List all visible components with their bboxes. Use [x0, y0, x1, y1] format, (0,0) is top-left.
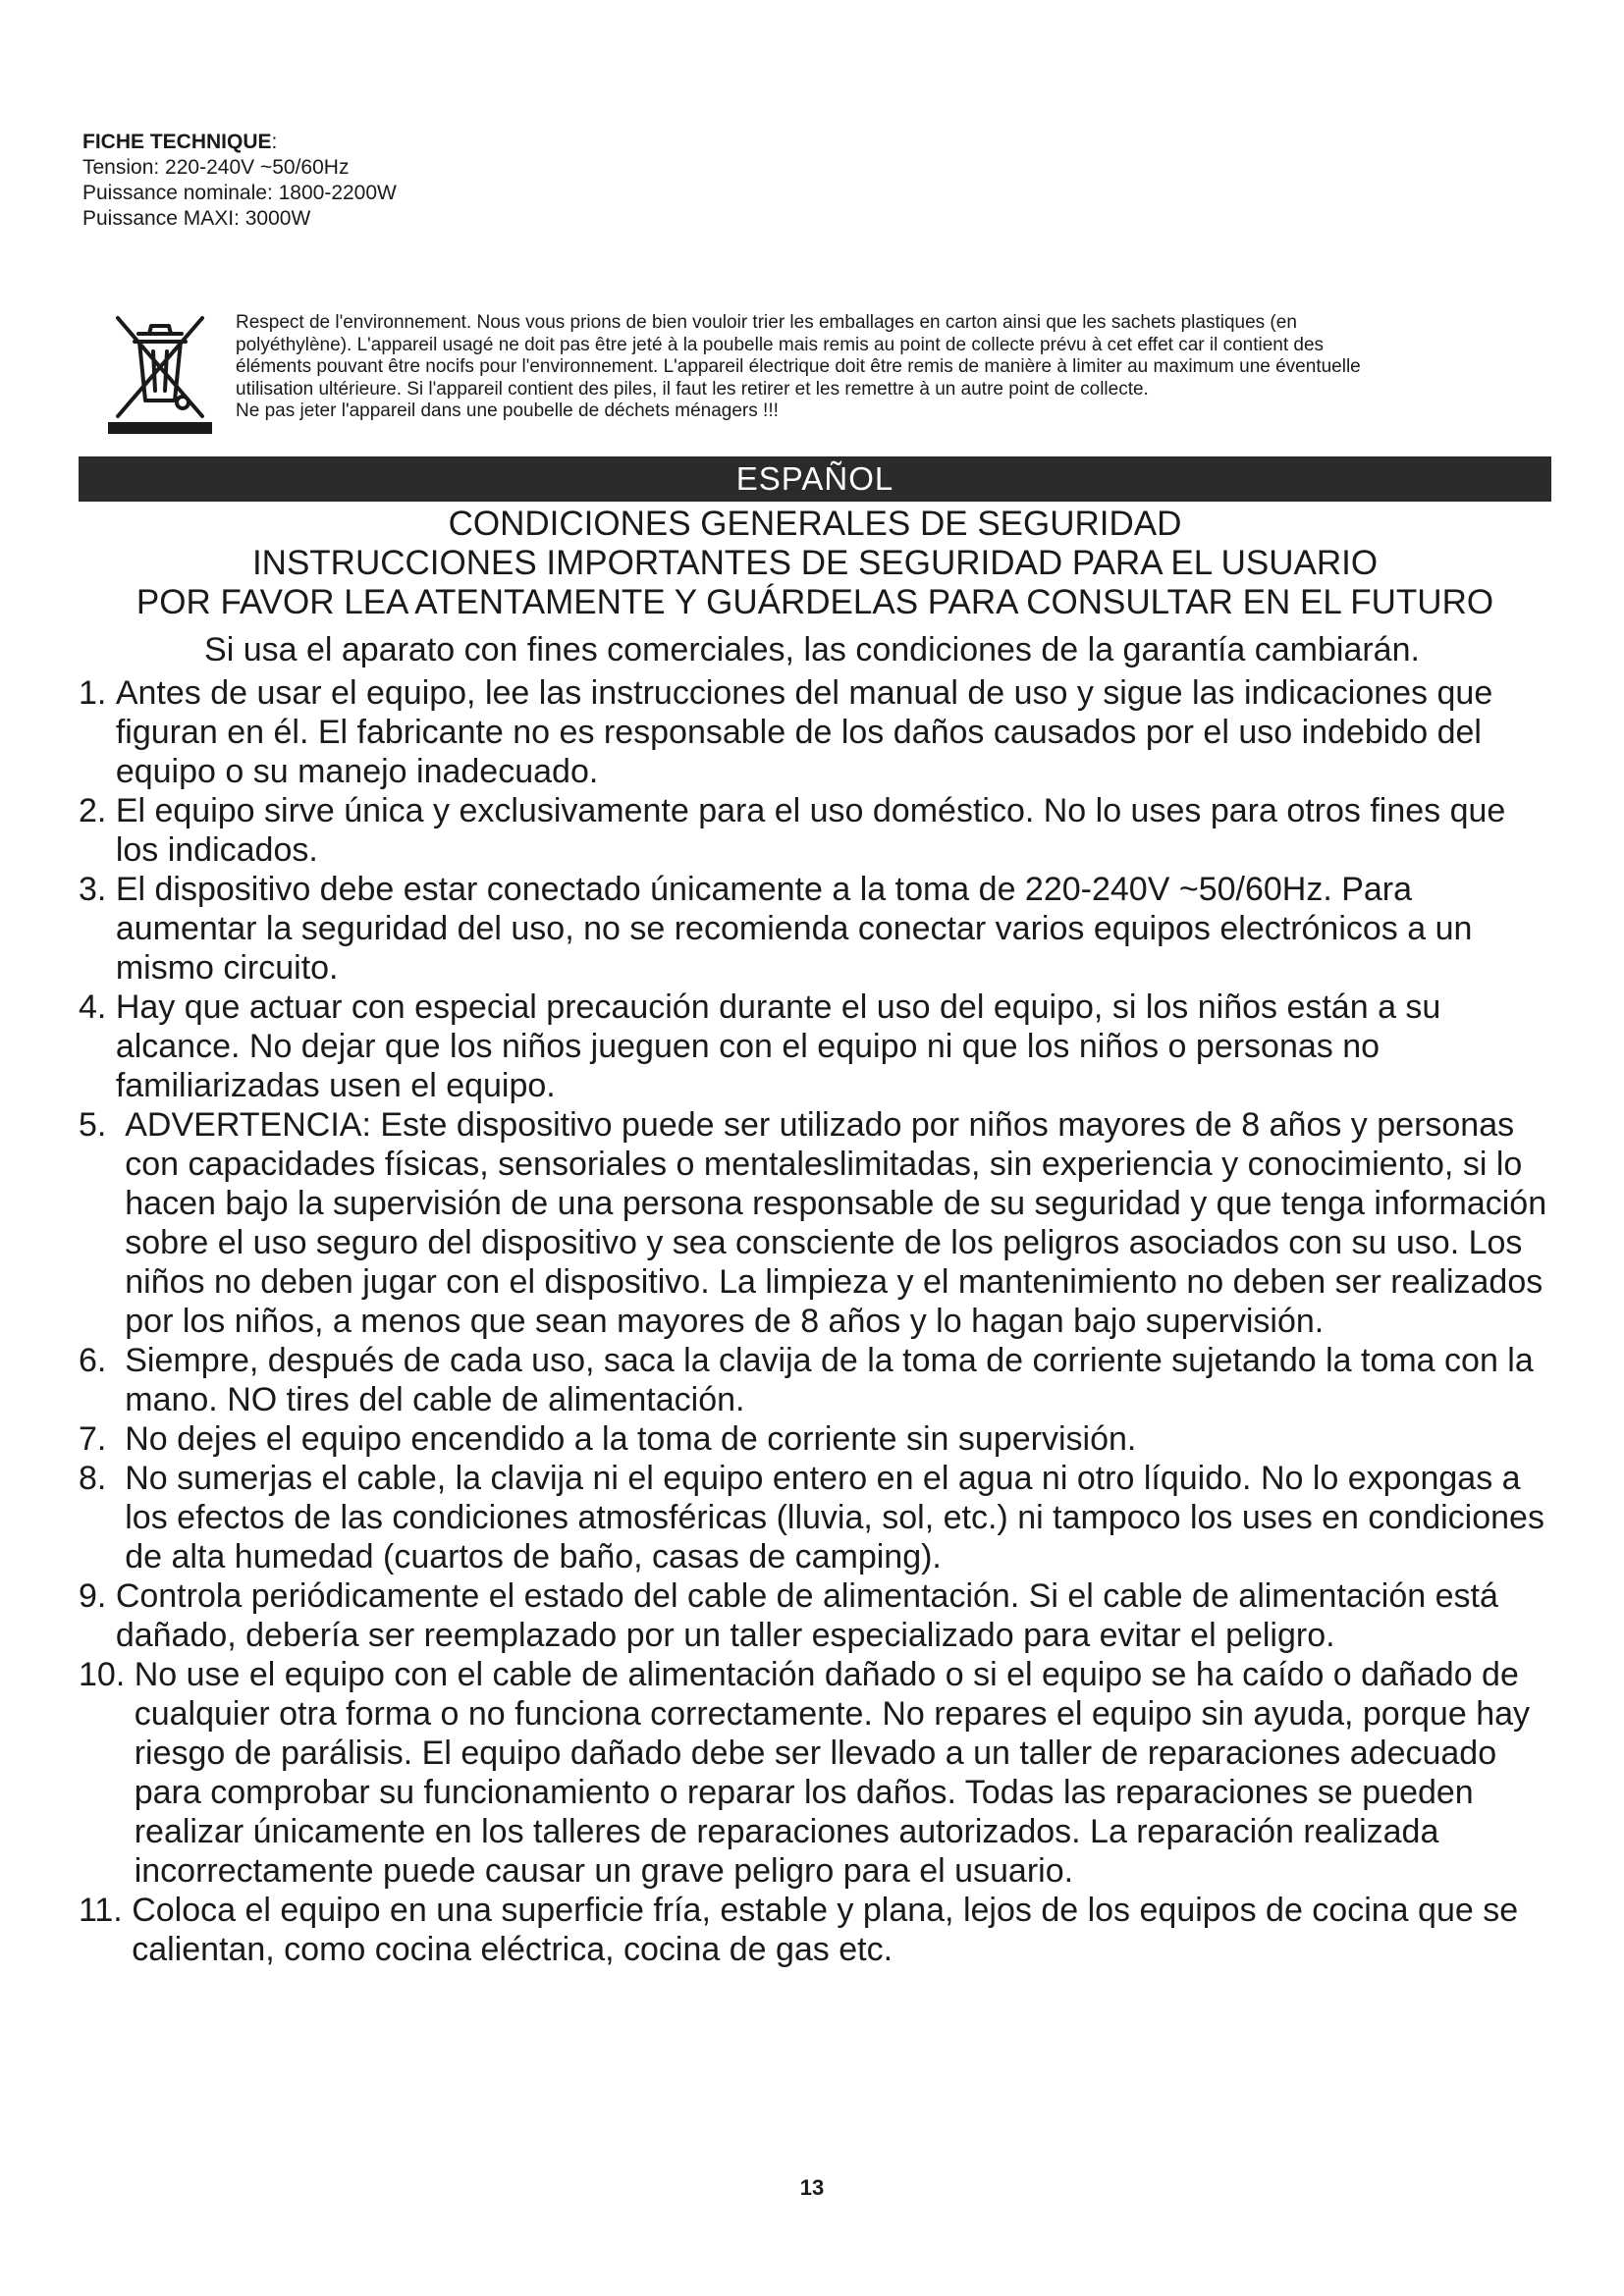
item-text: Siempre, después de cada uso, saca la clavija de la toma de corriente sujetando la toma con la mano. NO tires del cable de alimentación. [125, 1342, 1534, 1418]
safety-headings [79, 505, 1551, 622]
language-banner: ESPAÑOL [79, 456, 1551, 502]
environment-notice-line: Respect de l'environnement. Nous vous prions de bien vouloir trier les emballages en carton ainsi que les sachets plastiques (en [236, 312, 1297, 333]
environment-notice-line: polyéthylène). L'appareil usagé ne doit pas être jeté à la poubelle mais remis au point de collecte prévu à cet effet car il contient des [236, 334, 1325, 355]
item-number: 6. [79, 1342, 126, 1379]
spec-heading [82, 130, 966, 155]
item-number: 5. [79, 1106, 126, 1144]
list-item [79, 1341, 1551, 1419]
item-number: 4. [79, 988, 116, 1026]
list-item [79, 1891, 1551, 1969]
item-text: No use el equipo con el cable de alimentación dañado o si el equipo se ha caído o dañado de cualquier otra forma o no funciona correctamente. No repares el equipo sin ayuda, porque hay riesgo de parálisis. El equipo dañado debe ser llevado a un taller de reparaciones adecuado para comprobar su funcionamiento o reparar los daños. Todas las reparaciones se pueden realizar únicamente en los talleres de reparaciones autorizados. La reparación realizada incorrectamente puede causar un grave peligro para el usuario. [134, 1656, 1531, 1890]
page-number: 13 [799, 2175, 825, 2200]
crossed-out-wheelie-bin-icon [106, 306, 214, 436]
commercial-use-notice: Si usa el aparato con fines comerciales, las condiciones de la garantía cambiarán. [204, 631, 1420, 668]
environment-notice-line: Ne pas jeter l'appareil dans une poubelle de déchets ménagers !!! [236, 400, 779, 422]
item-number: 3. [79, 871, 116, 908]
technical-specifications [82, 130, 966, 232]
list-item [79, 1419, 1551, 1459]
item-text: El equipo sirve única y exclusivamente para el uso doméstico. No lo uses para otros fines que los indicados. [115, 792, 1506, 869]
list-item [79, 1459, 1551, 1576]
heading-general-conditions: CONDICIONES GENERALES DE SEGURIDAD [448, 505, 1182, 543]
environment-notice-line: utilisation ultérieure. Si l'appareil contient des piles, il faut les retirer et les remettre à un autre point de collecte. [236, 378, 1149, 400]
environment-notice-line: éléments pouvant être nocifs pour l'environnement. L'appareil électrique doit être remis de manière à limiter au maximum une éventuelle [236, 356, 1361, 378]
item-text: ADVERTENCIA: Este dispositivo puede ser utilizado por niños mayores de 8 años y personas con capacidades físicas, sensoriales o mentaleslimitadas, sin experiencia y conocimiento, si lo hacen bajo la supervisión de una persona responsable de su seguridad y que tenga información sobre el uso seguro del dispositivo y sea consciente de los peligros asociados con su uso. Los niños no deben jugar con el dispositivo. La limpieza y el mantenimiento no deben ser realizados por los niños, a menos que sean mayores de 8 años y lo hagan bajo supervisión. [125, 1106, 1547, 1340]
item-text: No sumerjas el cable, la clavija ni el equipo entero en el agua ni otro líquido. No lo expongas a los efectos de las condiciones atmosféricas (lluvia, sol, etc.) ni tampoco los uses en condiciones de alta humedad (cuartos de baño, casas de camping). [125, 1460, 1544, 1575]
safety-instructions-list [79, 673, 1551, 1969]
list-item [79, 1576, 1551, 1655]
heading-important-instructions: INSTRUCCIONES IMPORTANTES DE SEGURIDAD PARA EL USUARIO [251, 544, 1379, 582]
item-text: No dejes el equipo encendido a la toma de corriente sin supervisión. [125, 1420, 1137, 1458]
environment-notice-text [236, 312, 1532, 423]
item-number: 11. [79, 1892, 133, 1929]
list-item [79, 870, 1551, 988]
spec-title: FICHE TECHNIQUE [82, 131, 272, 153]
spec-rated-power: Puissance nominale: 1800-2200W [82, 182, 397, 204]
item-number: 1. [79, 674, 116, 712]
item-text: Antes de usar el equipo, lee las instrucciones del manual de uso y sigue las indicaciones que figuran en él. El fabricante no es responsable de los daños causados por el uso indebido del equipo o su manejo inadecuado. [115, 674, 1493, 790]
list-item [79, 791, 1551, 870]
item-number: 10. [79, 1656, 135, 1693]
spec-voltage: Tension: 220-240V ~50/60Hz [82, 156, 350, 179]
item-number: 8. [79, 1460, 126, 1497]
item-number: 9. [79, 1577, 116, 1615]
list-item [79, 673, 1551, 791]
list-item [79, 1105, 1551, 1341]
item-text: Hay que actuar con especial precaución durante el uso del equipo, si los niños están a su alcance. No dejar que los niños jueguen con el equipo ni que los niños o personas no familiarizadas usen el equipo. [115, 988, 1441, 1104]
spec-title-colon: : [271, 131, 278, 153]
item-number: 7. [79, 1420, 126, 1458]
list-item [79, 1655, 1551, 1891]
environment-notice [82, 306, 1555, 454]
heading-read-carefully: POR FAVOR LEA ATENTAMENTE Y GUÁRDELAS PARA CONSULTAR EN EL FUTURO [135, 583, 1494, 621]
spec-max-power: Puissance MAXI: 3000W [82, 207, 311, 230]
item-text: Coloca el equipo en una superficie fría, estable y plana, lejos de los equipos de cocina que se calientan, como cocina eléctrica, cocina de gas etc. [132, 1892, 1519, 1968]
list-item [79, 988, 1551, 1105]
item-text: El dispositivo debe estar conectado únicamente a la toma de 220-240V ~50/60Hz. Para aumentar la seguridad del uso, no se recomienda conectar varios equipos electrónicos a un mismo circuito. [115, 871, 1473, 987]
item-text: Controla periódicamente el estado del cable de alimentación. Si el cable de alimentación está dañado, debería ser reemplazado por un taller especializado para evitar el peligro. [115, 1577, 1498, 1654]
item-number: 2. [79, 792, 116, 829]
